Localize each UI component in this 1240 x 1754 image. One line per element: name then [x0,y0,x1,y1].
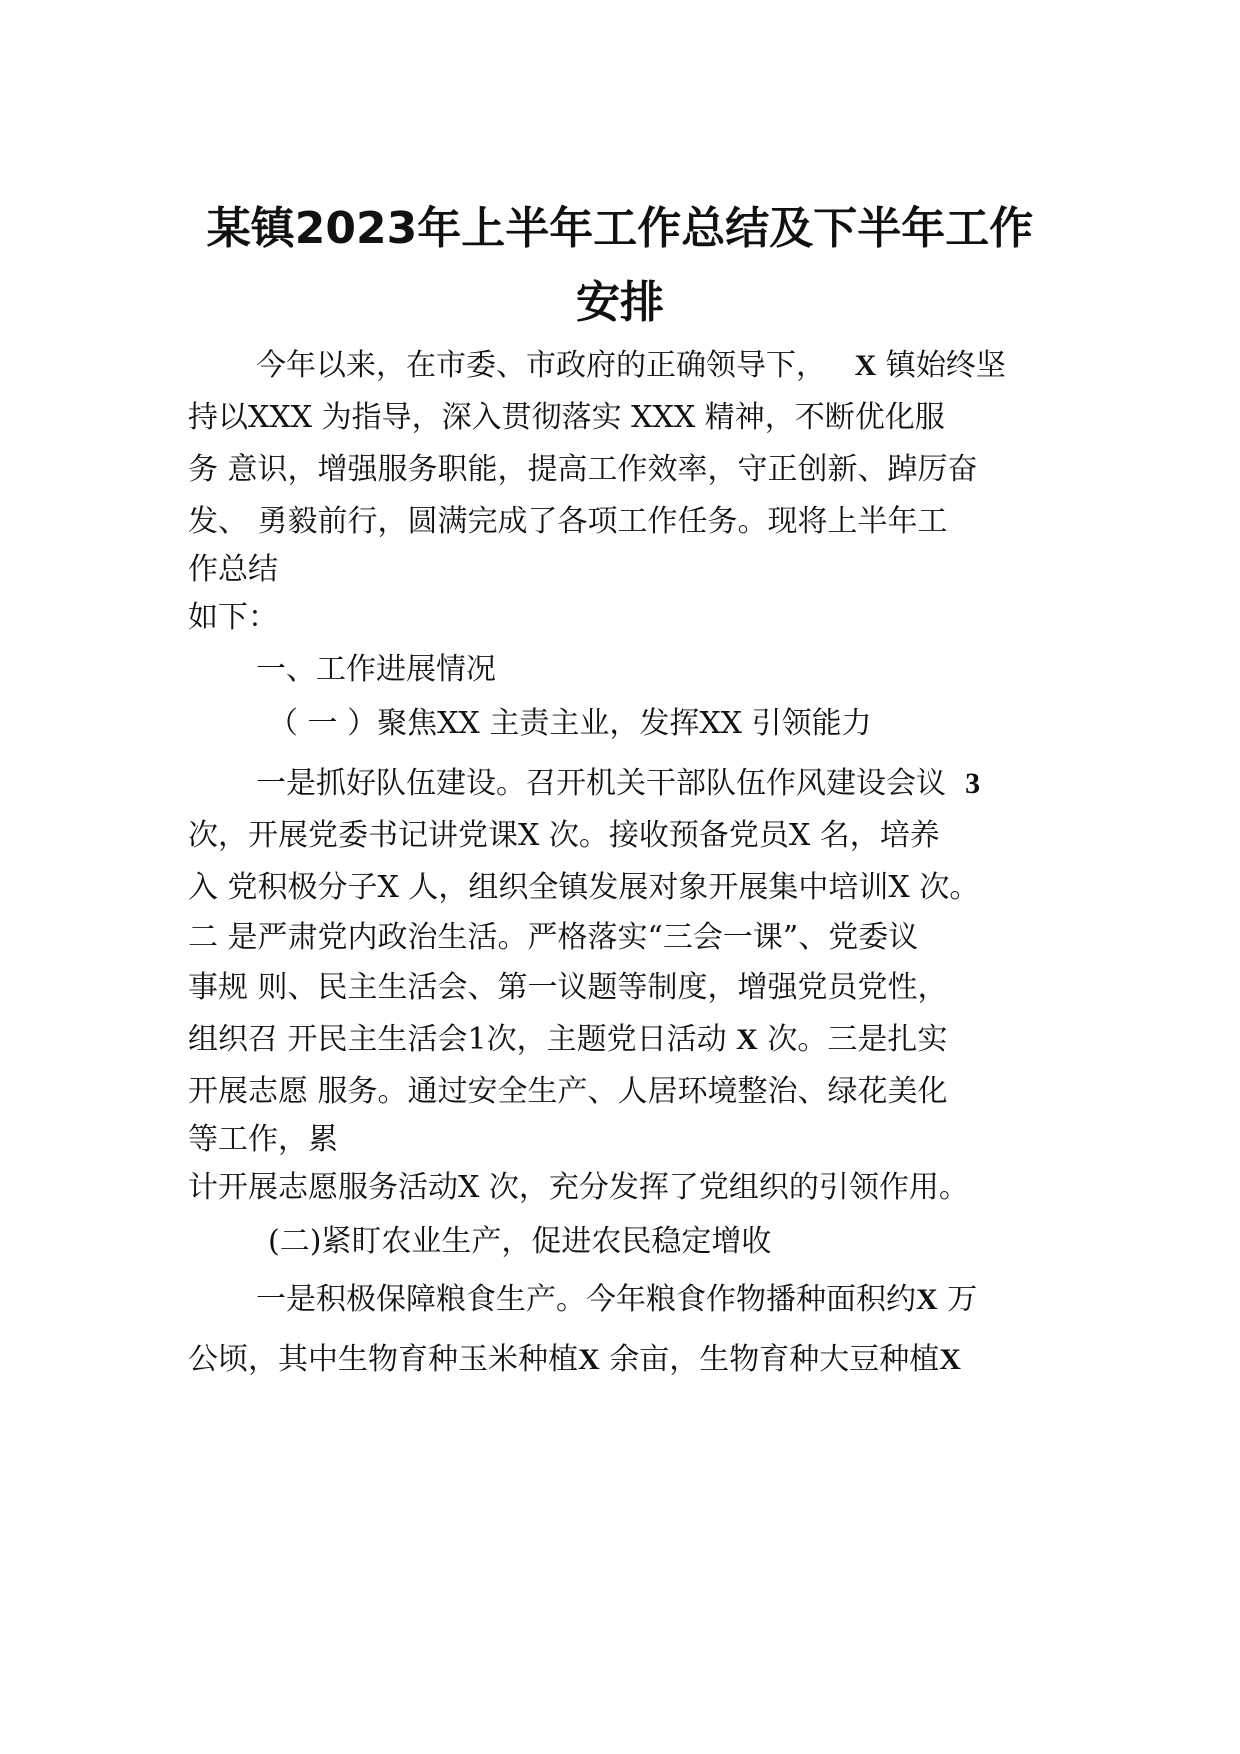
sub2-text: 一是积极保障粮食生产。今年粮食作物播种面积约 [256,1282,916,1317]
intro-bold-x: X [854,349,877,382]
sub2-text: 公顷，其中生物育种玉米种植 [188,1342,578,1377]
document-title-line-1: 某镇2023年上半年工作总结及下半年工作 [206,203,1034,254]
intro-line-4: 发、 勇毅前行，圆满完成了各项工作任务。现将上半年工 [188,504,948,539]
sub1-line-6 [188,1020,947,1060]
sub2-line-2 [188,1340,961,1380]
sub1-line-2: 次，开展党委书记讲党课X 次。接收预备党员X 名，培养 [188,818,940,853]
sub1-text: 组织召 开民主生活会1次，主题党日活动 [188,1022,727,1057]
sub1-bold-number: 3 [965,767,981,800]
intro-text: 今年以来，在市委、市政府的正确领导下， [256,348,826,383]
sub1-text: 一是抓好队伍建设。召开机关干部队伍作风建设会议 [256,766,946,801]
sub2-text: 万 [947,1282,978,1317]
sub1-line-1 [256,764,980,804]
intro-text: 镇始终坚 [885,348,1006,383]
subsection-heading-2: (二)紧盯农业生产，促进农民稳定增收 [268,1224,772,1259]
sub1-bold-x: X [736,1023,758,1056]
sub1-line-3: 入 党积极分子X 人，组织全镇发展对象开展集中培训X 次。 [188,870,980,905]
intro-line-2: 持以XXX 为指导，深入贯彻落实 XXX 精神，不断优化服 [188,400,945,435]
sub2-bold-x: X [578,1343,600,1376]
sub2-bold-x: X [939,1343,961,1376]
intro-line-5: 作总结 [188,552,278,587]
sub2-text: 余亩，生物育种大豆种植 [609,1342,940,1377]
sub1-line-5: 事规 则、民主生活会、第一议题等制度，增强党员党性， [188,970,948,1005]
sub1-text: 次。三是扎实 [767,1022,948,1057]
intro-line-3: 务 意识，增强服务职能，提高工作效率，守正创新、踔厉奋 [188,452,978,487]
sub1-line-8: 等工作，累 [188,1122,338,1157]
document-title-line-2: 安排 [576,277,664,328]
sub1-line-7: 开展志愿 服务。通过安全生产、人居环境整治、绿花美化 [188,1074,948,1109]
section-heading: 一、工作进展情况 [256,652,496,687]
intro-line-1 [256,346,1006,386]
sub1-line-9: 计开展志愿服务活动X 次，充分发挥了党组织的引领作用。 [188,1170,969,1205]
sub2-line-1 [256,1280,977,1320]
sub1-line-4: 二 是严肃党内政治生活。严格落实“三会一课”、党委议 [188,920,919,955]
sub2-bold-x: X [916,1283,938,1316]
intro-line-6: 如下： [188,600,278,635]
subsection-heading-1: （ 一 ）聚焦XX 主责主业，发挥XX 引领能力 [268,706,872,741]
